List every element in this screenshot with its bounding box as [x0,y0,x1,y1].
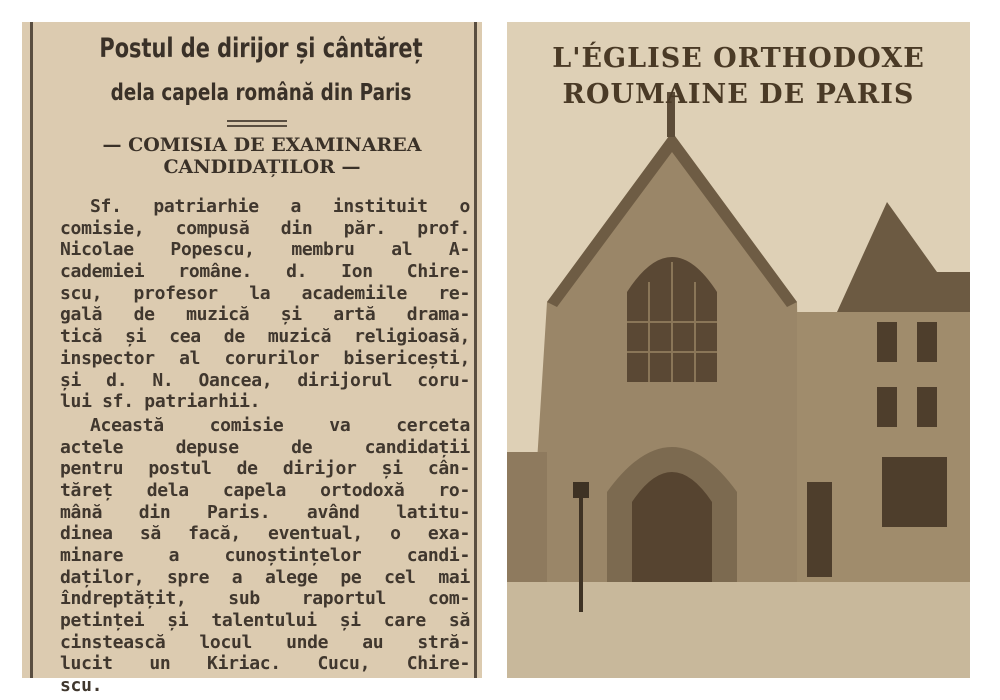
article-line: dinea să facă, eventual, o exa- [60,523,470,545]
article-line: inspector al corurilor bisericești, [60,347,470,369]
section-heading: CANDIDAȚILOR — [163,156,361,178]
article-line: pentru postul de dirijor și cân- [60,458,470,480]
church-illustration [507,22,970,678]
article-line: lui sf. patriarhii. [60,391,261,413]
article-line: daților, spre a alege pe cel mai [60,566,470,588]
article-body [60,196,470,697]
article-line: comisie, compusă din păr. prof. [60,217,470,239]
headline: Postul de dirijor și cântăreț [99,33,423,64]
article-line: scu, profesor la academiile re- [60,282,470,304]
section-heading: — COMISIA DE EXAMINAREA [102,134,422,156]
article-line: îndreptățit, sub raportul com- [60,588,470,610]
article-line: scu. [60,675,103,697]
divider [227,125,287,127]
newspaper-clipping [22,22,482,697]
postcard-title-line2: ROUMAINE DE PARIS [562,79,915,110]
subheadline: dela capela română din Paris [110,80,412,106]
article-line: cinstească locul unde au stră- [60,631,470,653]
article-line: mână din Paris. având latitu- [60,501,470,523]
article-line: petinței și talentului și care să [60,610,470,632]
article-line: Această comisie va cerceta [90,414,470,436]
article-line: cademiei române. d. Ion Chire- [60,261,470,283]
article-line: Sf. patriarhie a instituit o [90,196,470,217]
article-line: tăreț dela capela ortodoxă ro- [60,479,470,501]
article-line: lucit un Kiriac. Cucu, Chire- [60,653,470,675]
article-line: gală de muzică și artă drama- [60,304,470,326]
article-line: tică și cea de muzică religioasă, [60,326,470,348]
postcard [507,22,970,678]
article-line: și d. N. Oancea, dirijorul coru- [60,369,470,391]
article-line: actele depuse de candidații [60,436,470,458]
divider [227,120,287,122]
column-rule-left [30,22,33,678]
postcard-title-line1: L'ÉGLISE ORTHODOXE [552,43,925,74]
article-line: minare a cunoștințelor candi- [60,545,470,566]
article-line: Nicolae Popescu, membru al A- [60,239,470,261]
column-rule-right [474,22,477,678]
